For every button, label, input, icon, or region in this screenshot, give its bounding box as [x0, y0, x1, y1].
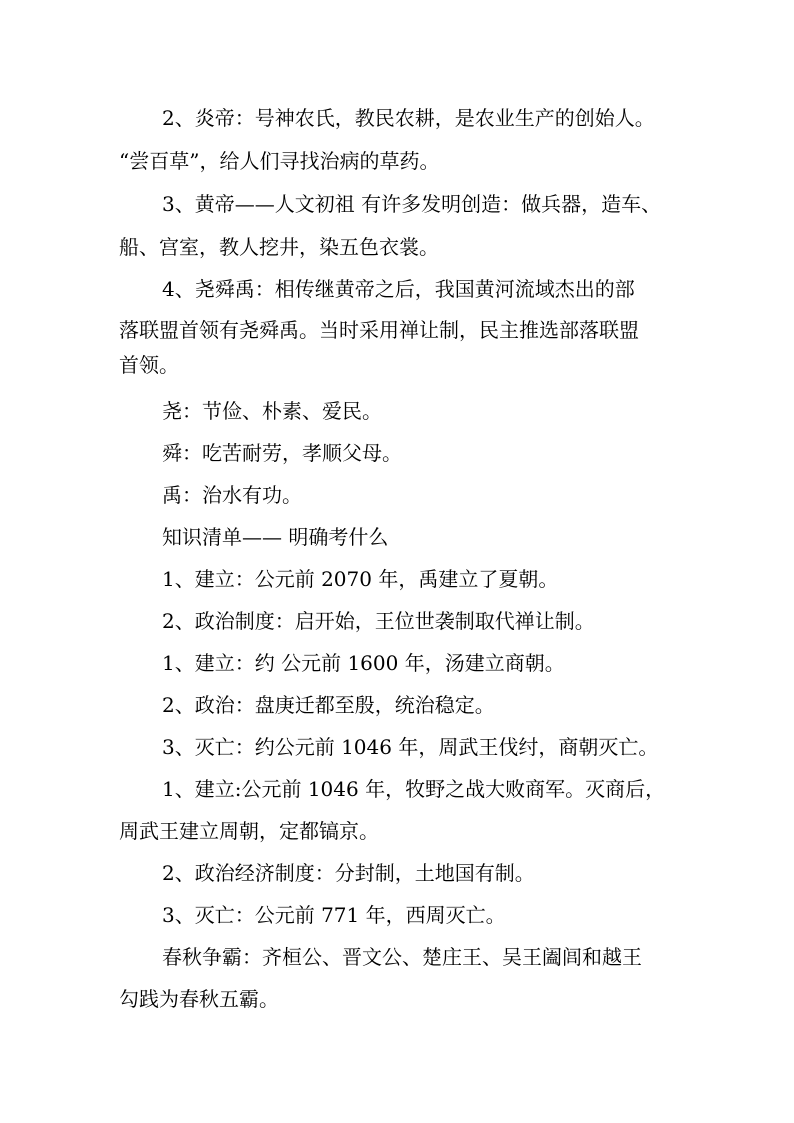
text-line-21: 春秋争霸：齐桓公、晋文公、楚庄王、吴王阖闾和越王: [162, 945, 642, 969]
text-line-11: 知识清单—— 明确考什么: [162, 525, 389, 549]
text-line-10: 禹：治水有功。: [162, 483, 302, 507]
text-line-6: 落联盟首领有尧舜禹。当时采用禅让制，民主推选部落联盟: [119, 318, 639, 342]
text-line-2: “尝百草”，给人们寻找治病的草药。: [119, 149, 440, 173]
text-line-13: 2、政治制度：启开始，王位世袭制取代禅让制。: [162, 609, 595, 633]
text-line-1: 2、炎帝：号神农氏，教民农耕，是农业生产的创始人。: [162, 106, 655, 130]
text-line-12: 1、建立：公元前 2070 年，禹建立了夏朝。: [162, 567, 559, 591]
text-line-9: 舜：吃苦耐劳，孝顺父母。: [162, 441, 402, 465]
text-line-14: 1、建立：约 公元前 1600 年，汤建立商朝。: [162, 651, 565, 675]
text-line-16: 3、灭亡：约公元前 1046 年，周武王伐纣，商朝灭亡。: [162, 735, 659, 759]
text-line-4: 船、宫室，教人挖井，染五色衣裳。: [119, 235, 439, 259]
text-line-15: 2、政治：盘庚迁都至殷，统治稳定。: [162, 693, 495, 717]
text-line-22: 勾践为春秋五霸。: [119, 987, 279, 1011]
text-line-3: 3、黄帝——人文初祖 有许多发明创造：做兵器，造车、: [162, 192, 662, 216]
text-line-7: 首领。: [119, 353, 179, 377]
text-line-19: 2、政治经济制度：分封制，土地国有制。: [162, 861, 535, 885]
text-line-18: 周武王建立周朝，定都镐京。: [119, 819, 379, 843]
text-line-8: 尧：节俭、朴素、爱民。: [162, 399, 382, 423]
text-line-20: 3、灭亡：公元前 771 年，西周灭亡。: [162, 903, 506, 927]
text-line-5: 4、尧舜禹：相传继黄帝之后，我国黄河流域杰出的部: [162, 277, 635, 301]
text-line-17: 1、建立:公元前 1046 年，牧野之战大败商军。灭商后，: [162, 777, 666, 801]
